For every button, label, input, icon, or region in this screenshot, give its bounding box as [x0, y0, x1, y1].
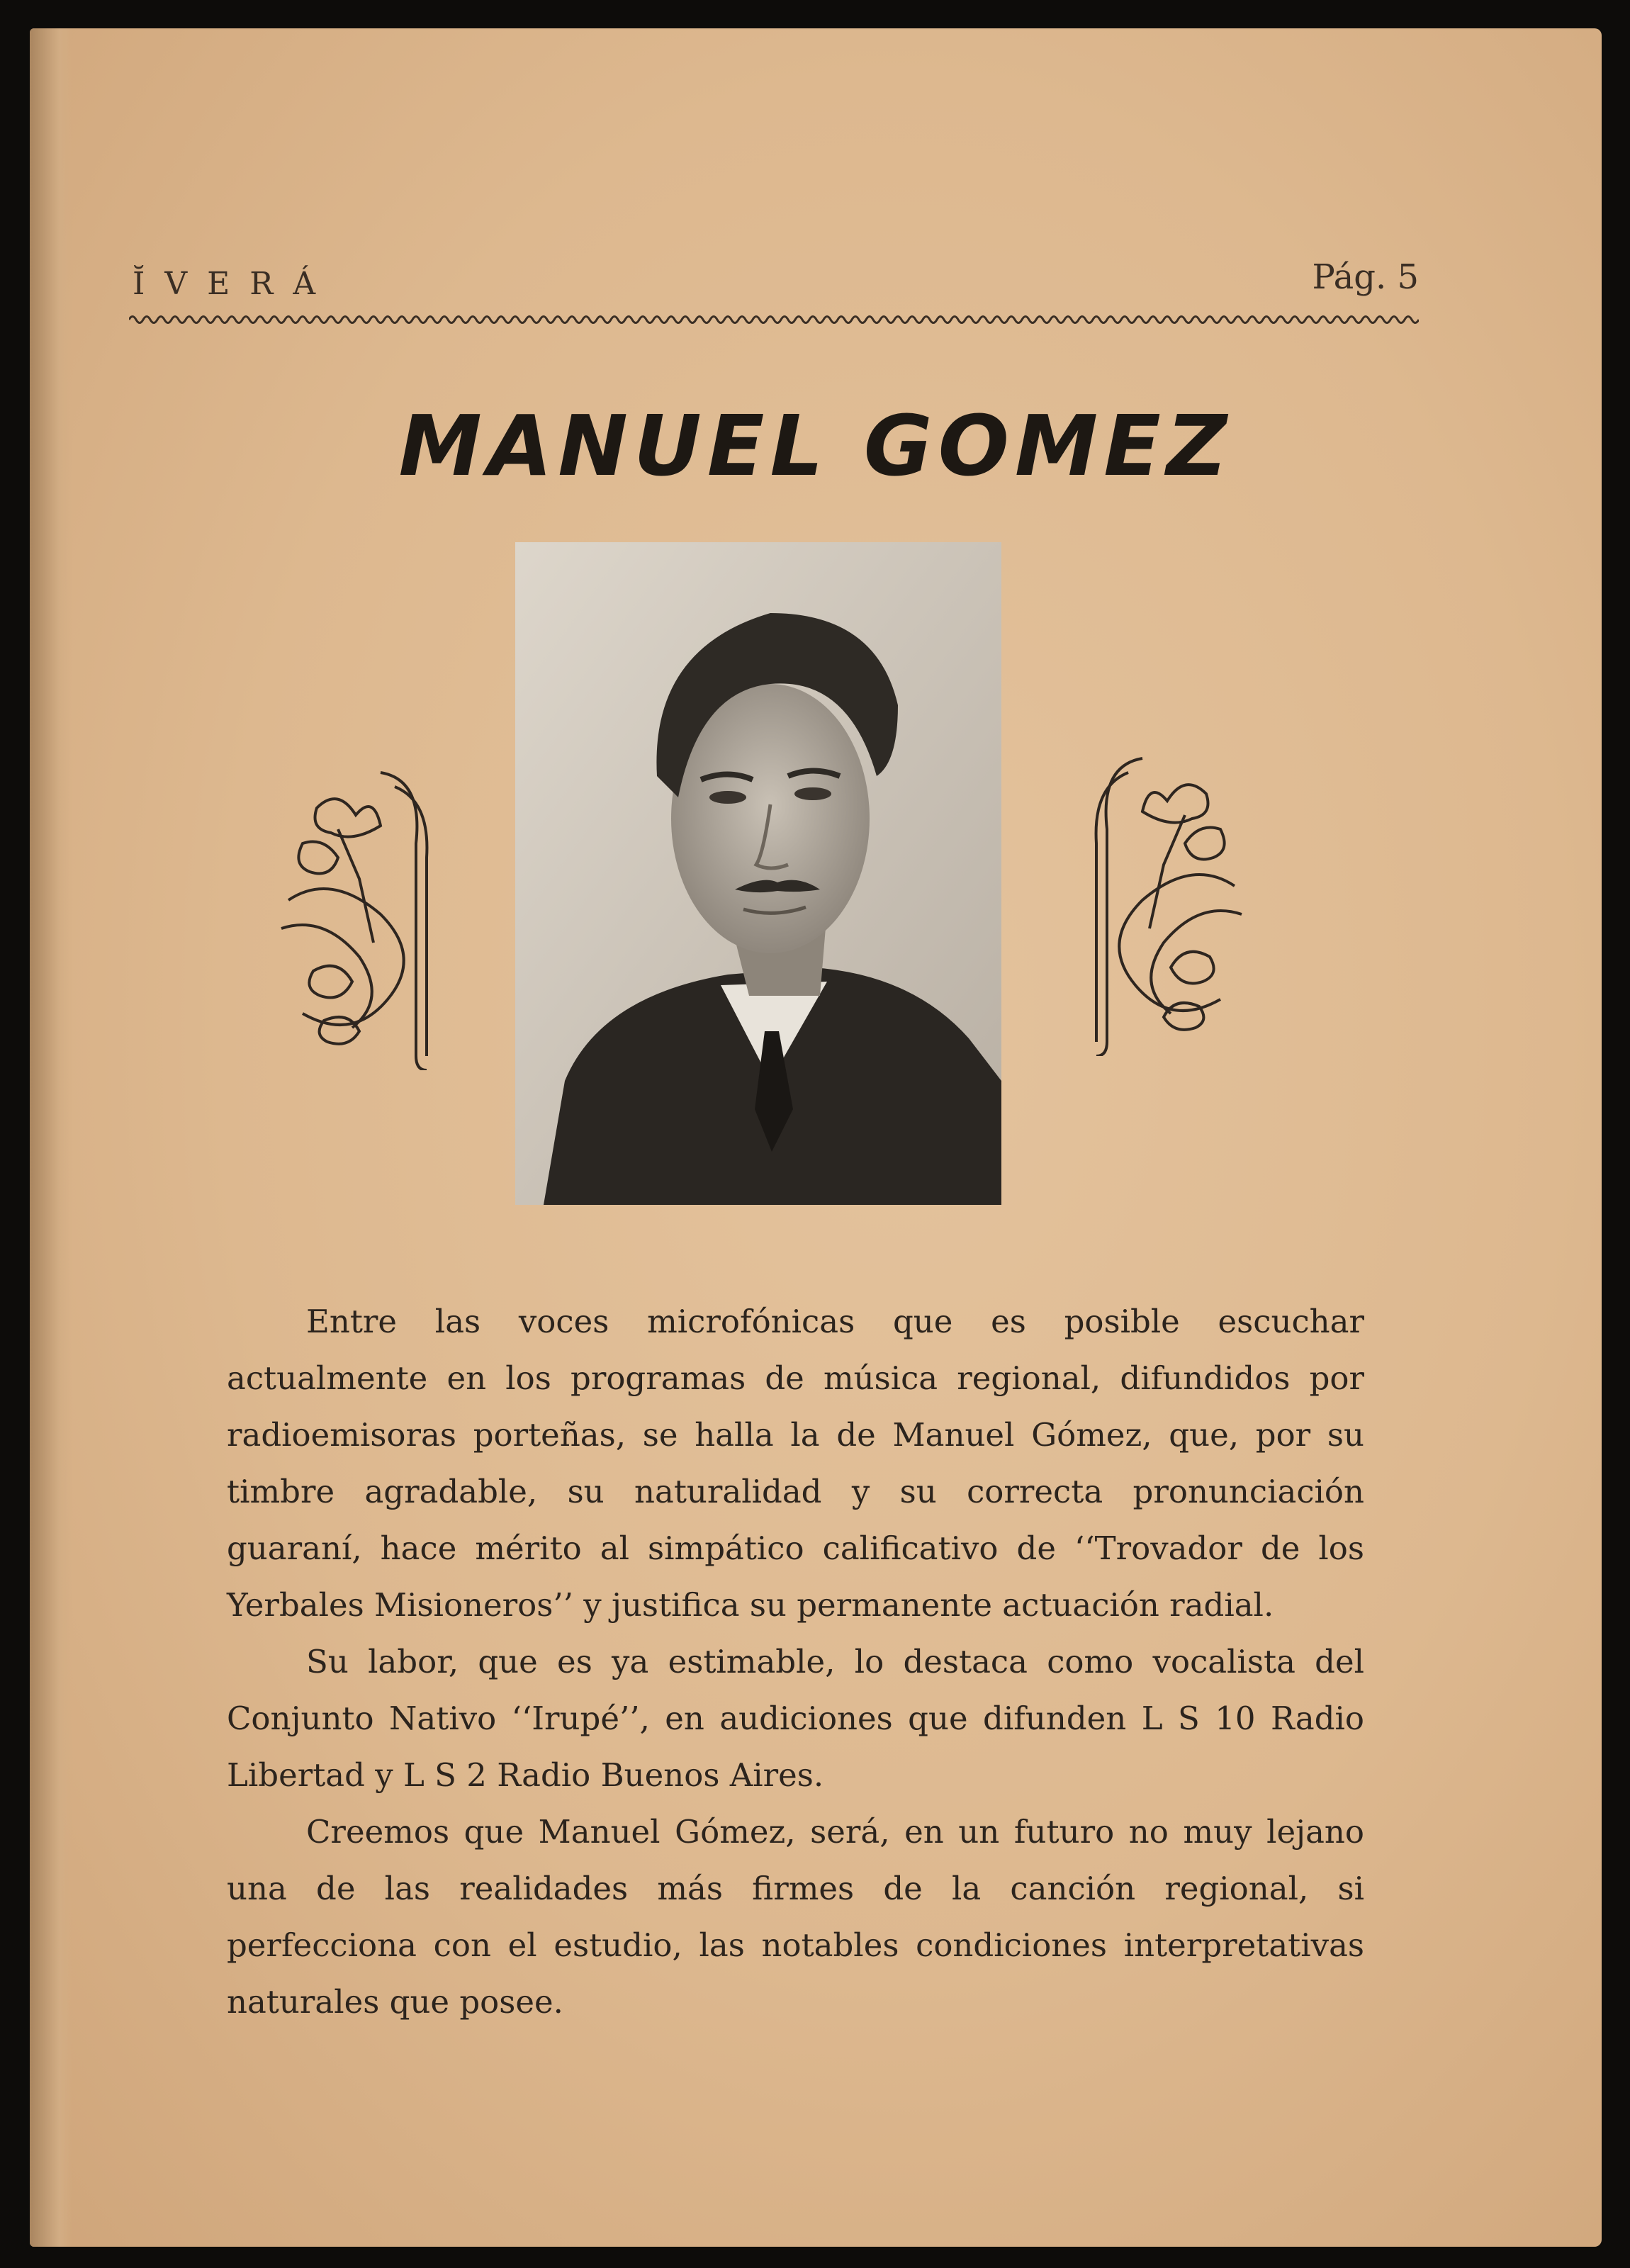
article-body [227, 1293, 1364, 2031]
portrait-photo [515, 542, 1001, 1205]
paragraph-3: Creemos que Manuel Gómez, será, en un futuro no muy lejano una de las realidades más firmes de la canción regional, si perfecciona con el estudio, las notables condiciones interpretativas naturales que posee. [227, 1813, 1364, 2021]
floral-lily-ornament-left [274, 758, 444, 1070]
header-wavy-rule [129, 309, 1419, 330]
magazine-page [30, 28, 1602, 2247]
page-number: Pág. 5 [1312, 257, 1419, 297]
article-title: MANUEL GOMEZ [398, 397, 1233, 495]
page-header [133, 257, 1419, 308]
page-spine-shadow [30, 28, 72, 2247]
paragraph-1: Entre las voces microfónicas que es posible escuchar actualmente en los programas de música regional, difundidos por radioemisoras porteñas, se halla la de Manuel Gómez, que, por su timbre agradable, su naturalidad y su correcta pronunciación guaraní, hace mérito al simpático calificativo de ‘‘Trovador de los Yerbales Misioneros’’ y justifica su permanente actuación radial. [227, 1303, 1364, 1624]
running-title: ĬVERÁ [133, 266, 336, 302]
paragraph-2: Su labor, que es ya estimable, lo destaca como vocalista del Conjunto Nativo ‘‘Irupé’’, en audiciones que difunden L S 10 Radio Libertad y L S 2 Radio Buenos Aires. [227, 1643, 1364, 1794]
floral-lily-ornament-right [1079, 744, 1249, 1056]
